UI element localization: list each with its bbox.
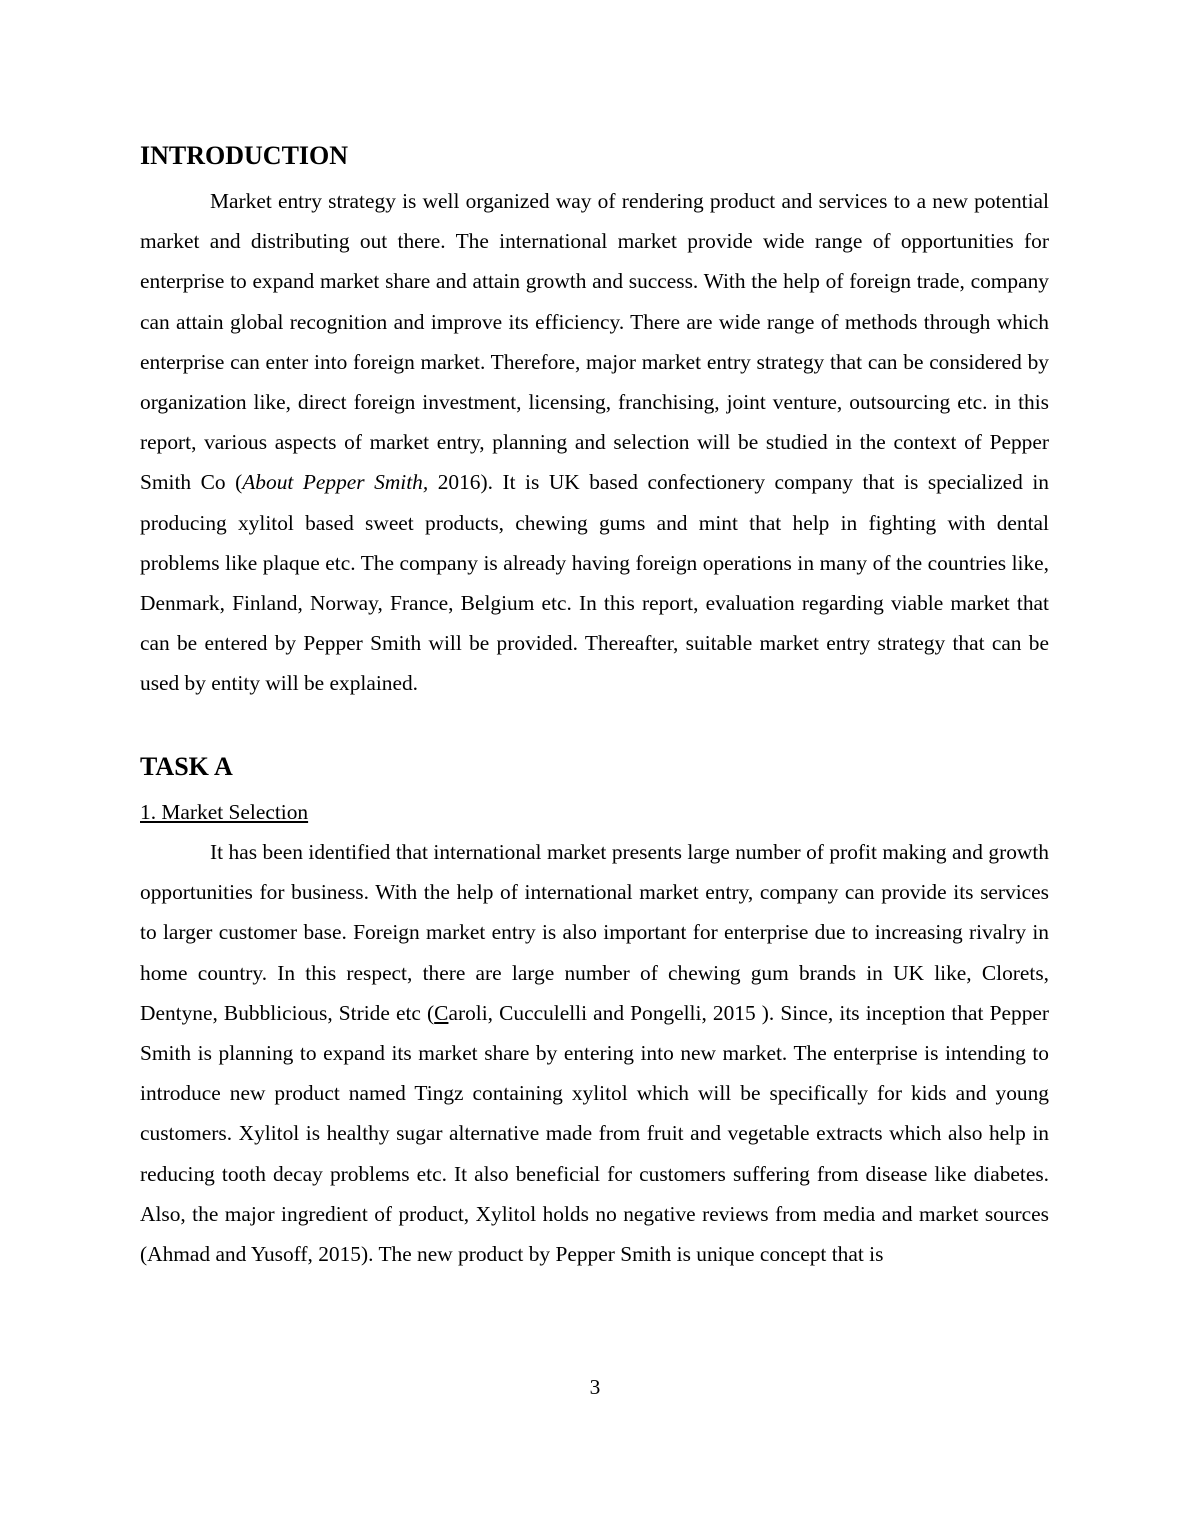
market-selection-citation-letter: C xyxy=(434,1000,449,1025)
introduction-heading: INTRODUCTION xyxy=(140,141,349,170)
task-a-heading: TASK A xyxy=(140,752,233,781)
market-selection-paragraph-text-1: It has been identified that international market presents large number of profit making and growth opportunities for business. With the help of international market entry, company can provide its services to larger customer base. Foreign market entry is also important for enterprise due to increasing rivalry in home country. In this respect, there are large number of chewing gum brands in UK like, Clorets, Dentyne, Bubblicious, Stride etc ( xyxy=(140,840,1049,1025)
market-selection-subheading: 1. Market Selection xyxy=(140,800,309,824)
market-selection-paragraph-text-2: aroli, Cucculelli and Pongelli, 2015 ). Since, its inception that Pepper Smith is planning to expand its market share by entering into new market. The enterprise is intending to introduce new product named Tingz containing xylitol which will be specifically for kids and young customers. Xylitol is healthy sugar alternative made from fruit and vegetable extracts which also help in reducing tooth decay problems etc. It also beneficial for customers suffering from disease like diabetes. Also, the major ingredient of product, Xylitol holds no negative reviews from media and market sources (Ahmad and Yusoff, 2015). The new product by Pepper Smith is unique concept that is xyxy=(140,1000,1050,1267)
market-selection-paragraph xyxy=(140,832,1049,1274)
document-page xyxy=(140,138,1050,1267)
introduction-paragraph xyxy=(140,181,1049,704)
introduction-paragraph-text-2: 2016). It is UK based confectionery company that is specialized in producing xylitol based sweet products, chewing gums and mint that help in fighting with dental problems like plaque etc. The company is already having foreign operations in many of the countries like, Denmark, Finland, Norway, France, Belgium etc. In this report, evaluation regarding viable market that can be entered by Pepper Smith will be provided. Thereafter, suitable market entry strategy that can be used by entity will be explained. xyxy=(140,470,1050,696)
page-number: 3 xyxy=(589,1375,601,1399)
introduction-paragraph-text-1: Market entry strategy is well organized way of rendering product and services to a new potential market and distributing out there. The international market provide wide range of opportunities for enterprise to expand market share and attain growth and success. With the help of foreign trade, company can attain global recognition and improve its efficiency. There are wide range of methods through which enterprise can enter into foreign market. Therefore, major market entry strategy that can be considered by organization like, direct foreign investment, licensing, franchising, joint venture, outsourcing etc. in this report, various aspects of market entry, planning and selection will be studied in the context of Pepper Smith Co ( xyxy=(140,189,1049,495)
introduction-citation: About Pepper Smith, xyxy=(242,470,429,495)
